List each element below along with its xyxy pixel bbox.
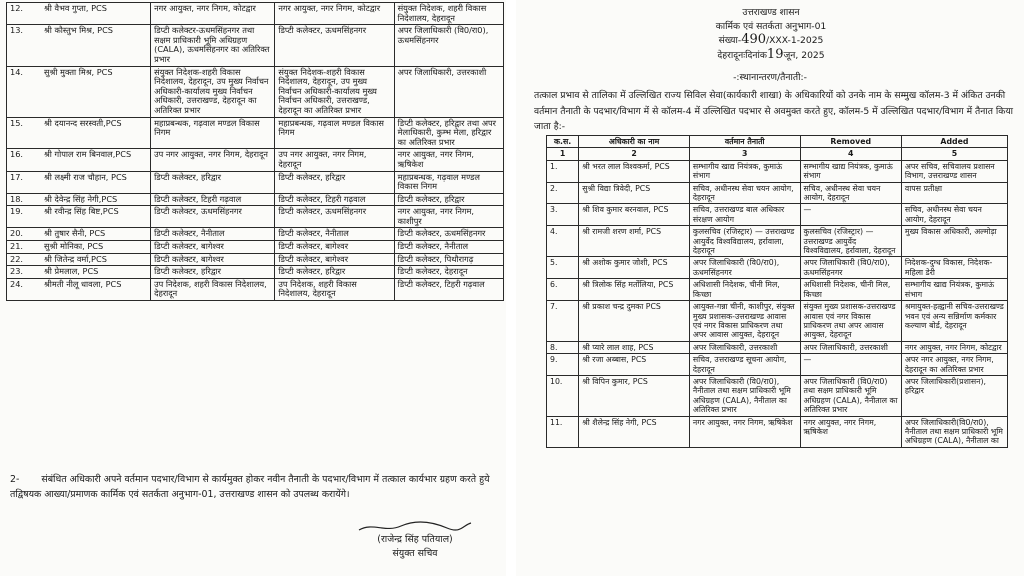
serial-number: 19.	[10, 206, 24, 217]
cell-current: डिप्टी कलेक्टर, हरिद्वार	[151, 171, 275, 193]
cell-name: श्री विपिन कुमार, PCS	[579, 375, 690, 416]
left-transfer-table	[6, 2, 504, 301]
cell-current: डिप्टी कलेक्टर, ऊधमसिंहनगर	[151, 206, 275, 228]
table-row	[547, 375, 1008, 416]
cell-added: नगर आयुक्त, नगर निगम, काशीपुर	[394, 206, 503, 228]
cell-name: श्री शैलेन्द्र सिंह नेगी, PCS	[579, 416, 690, 447]
cell-added: डिप्टी कलेक्टर, ऊधमसिंहनगर	[394, 228, 503, 241]
officer-name: श्री लक्ष्मी राज चौहान, PCS	[44, 171, 127, 182]
cell-sno: 1.	[547, 160, 579, 182]
right-table-body	[547, 160, 1008, 447]
officer-name: श्री वैभव गुप्ता, PCS	[44, 3, 107, 13]
cell-name: श्री अशोक कुमार जोशी, PCS	[579, 257, 690, 279]
serial-number: 16.	[10, 149, 24, 160]
cell-sno: 2.	[547, 182, 579, 204]
table-row	[7, 25, 504, 66]
cell-current: कुलसचिव (रजिस्ट्रार) — उत्तराखण्ड आयुर्वेद विश्वविद्यालय, हर्रावाला, देहरादून	[689, 226, 800, 257]
cell-current: अधिशासी निदेशक, चीनी मिल, किच्छा	[689, 279, 800, 301]
officer-name: श्री दयानन्द सरस्वती,PCS	[44, 117, 122, 128]
table-row	[547, 182, 1008, 204]
cell-added: सचिव, अधीनस्थ सेवा चयन आयोग, देहरादून	[901, 204, 1007, 226]
order-subject: -:स्थानान्तरण/तैनाती:-	[733, 72, 807, 83]
department-name: कार्मिक एवं सतर्कता अनुभाग-01	[715, 20, 827, 32]
page-gutter	[506, 0, 516, 576]
table-row	[7, 278, 504, 300]
table-row	[547, 160, 1008, 182]
cell-added: अपर जिलाधिकारी (वि0/रा0), ऊधमसिंहनगर	[394, 25, 503, 66]
cell-added: अपर नगर आयुक्त, नगर निगम, देहरादून का अतिरिक्त प्रभार	[901, 354, 1007, 376]
cell-name: सुश्री विद्या त्रिवेदी, PCS	[579, 182, 690, 204]
cell-officer	[7, 66, 151, 117]
cell-removed: अधिशासी निदेशक, चीनी मिल, किच्छा	[800, 279, 901, 301]
table-row	[7, 117, 504, 149]
cell-removed: डिप्टी कलेक्टर, हरिद्वार	[275, 266, 394, 279]
serial-number: 17.	[10, 171, 24, 182]
col-number-1: 1	[547, 148, 579, 160]
officer-name: श्री प्रेमलाल, PCS	[44, 266, 99, 277]
table-row	[7, 228, 504, 241]
cell-sno: 11.	[547, 416, 579, 447]
serial-number: 24.	[10, 278, 24, 289]
header-cell-added: Added	[901, 136, 1007, 148]
serial-number: 14.	[10, 66, 24, 77]
cell-removed: उप निदेशक, शहरी विकास निदेशालय, देहरादून	[275, 278, 394, 300]
cell-removed: डिप्टी कलेक्टर, बागेश्वर	[275, 241, 394, 254]
officer-name: सुश्री मुक्ता मिश्र, PCS	[44, 66, 113, 77]
cell-removed: डिप्टी कलेक्टर, नैनीताल	[275, 228, 394, 241]
signatory-name: (राजेन्द्र सिंह पतियाल)	[377, 534, 453, 545]
officer-name: श्री जितेन्द्र वर्मा,PCS	[44, 253, 107, 264]
table-row	[7, 241, 504, 254]
serial-number: 12.	[10, 3, 24, 13]
cell-current: डिप्टी कलेक्टर, नैनीताल	[151, 228, 275, 241]
table-header-row	[547, 136, 1008, 148]
table-row	[547, 416, 1008, 447]
cell-removed: संयुक्त मुख्य प्रशासक-उत्तराखण्ड आवास एवं नगर विकास प्राधिकरण तथा अपर आवास आयुक्त, देहरादून	[800, 301, 901, 342]
table-row	[7, 171, 504, 193]
cell-removed: सम्भागीय खाद्य नियंत्रक, कुमाऊं संभाग	[800, 160, 901, 182]
cell-removed: अपर जिलाधिकारी (वि0/रा0), ऊधमसिंहनगर	[800, 257, 901, 279]
cell-officer	[7, 3, 151, 25]
order-date: देहरादूनःदिनांक19जून, 2025	[717, 46, 825, 62]
table-row	[7, 193, 504, 206]
cell-removed: डिप्टी कलेक्टर, ऊधमसिंहनगर	[275, 25, 394, 66]
cell-added: डिप्टी कलेक्टर, हरिद्वार तथा अपर मेलाधिकारी, कुम्भ मेला, हरिद्वार का अतिरिक्त प्रभार	[394, 117, 503, 149]
cell-removed: —	[800, 204, 901, 226]
cell-current: महाप्रबन्धक, गढ़वाल मण्डल विकास निगम	[151, 117, 275, 149]
table-row	[7, 149, 504, 171]
cell-officer	[7, 241, 151, 254]
cell-added: डिप्टी कलेक्टर, पिथौरागढ़	[394, 253, 503, 266]
cell-current: सचिव, उत्तराखण्ड सूचना आयोग, देहरादून	[689, 354, 800, 376]
signatory-block	[330, 533, 500, 561]
officer-name: सुश्री मोनिका, PCS	[44, 241, 104, 252]
cell-officer	[7, 206, 151, 228]
cell-officer	[7, 253, 151, 266]
officer-name: श्री रवीन्द्र सिंह बिष्ट,PCS	[44, 206, 119, 217]
cell-officer	[7, 278, 151, 300]
col-number-3: 3	[689, 148, 800, 160]
table-row	[547, 301, 1008, 342]
handwritten-number: 490	[741, 32, 767, 47]
cell-removed: —	[800, 354, 901, 376]
cell-added: डिप्टी कलेक्टर, हरिद्वार	[394, 193, 503, 206]
right-table-head	[547, 136, 1008, 161]
serial-number: 18.	[10, 193, 24, 204]
serial-number: 21.	[10, 241, 24, 252]
cell-added: संयुक्त निदेशक, शहरी विकास निदेशालय, देहरादून	[394, 3, 503, 25]
table-row	[7, 3, 504, 25]
table-row	[547, 341, 1008, 353]
reference-number: संख्या-490/XXX-1-2025	[718, 32, 824, 47]
cell-name: श्री शिव कुमार बरनवाल, PCS	[579, 204, 690, 226]
right-page	[516, 0, 1024, 576]
table-row	[7, 206, 504, 228]
cell-officer	[7, 171, 151, 193]
table-row	[547, 257, 1008, 279]
paragraph-number: 2-	[10, 474, 20, 485]
cell-current: अपर जिलाधिकारी, उत्तरकाशी	[689, 341, 800, 353]
order-header	[686, 6, 856, 62]
officer-name: श्री देवेन्द्र सिंह नेगी,PCS	[44, 193, 118, 204]
handwritten-day: 19	[766, 46, 784, 62]
cell-current: सचिव, अधीनस्थ सेवा चयन आयोग, देहरादून	[689, 182, 800, 204]
cell-officer	[7, 25, 151, 66]
col-number-2: 2	[579, 148, 690, 160]
cell-name: श्री रामजी शरण शर्मा, PCS	[579, 226, 690, 257]
cell-sno: 3.	[547, 204, 579, 226]
cell-added: अपर जिलाधिकारी(वि0/रा0), नैनीताल तथा सक्षम प्राधिकारी भूमि अधिग्रहण (CALA), नैनीताल का	[901, 416, 1007, 447]
table-row	[547, 279, 1008, 301]
cell-added: डिप्टी कलेक्टर, नैनीताल	[394, 241, 503, 254]
column-number-row	[547, 148, 1008, 160]
cell-removed: डिप्टी कलेक्टर, बागेश्वर	[275, 253, 394, 266]
officer-name: श्री कौस्तुभ मिश्र, PCS	[44, 25, 114, 36]
cell-sno: 5.	[547, 257, 579, 279]
cell-current: सचिव, उत्तराखण्ड बाल अधिकार संरक्षण आयोग	[689, 204, 800, 226]
officer-name: श्री तुषार सैनी, PCS	[44, 228, 106, 239]
cell-current: डिप्टी कलेक्टर-ऊधमसिंहनगर तथा सक्षम प्राधिकारी भूमि अधिग्रहण (CALA), ऊधमसिंहनगर का अतिरिक्त प्रभार	[151, 25, 275, 66]
cell-added: नगर आयुक्त, नगर निगम, ऋषिकेश	[394, 149, 503, 171]
cell-removed: उप नगर आयुक्त, नगर निगम, देहरादून	[275, 149, 394, 171]
cell-officer	[7, 149, 151, 171]
cell-name: श्री त्रिलोक सिंह मर्तोलिया, PCS	[579, 279, 690, 301]
cell-sno: 6.	[547, 279, 579, 301]
cell-sno: 4.	[547, 226, 579, 257]
cell-added: सम्भागीय खाद्य नियंत्रक, कुमाऊं संभाग	[901, 279, 1007, 301]
cell-removed: अपर जिलाधिकारी (वि0/रा0) तथा सक्षम प्राधिकारी भूमि अधिग्रहण (CALA), नैनीताल का अतिरिक्त प्रभार	[800, 375, 901, 416]
paragraph-text: संबंधित अधिकारी अपने वर्तमान पदभार/विभाग से कार्यमुक्त होकर नवीन तैनाती के पदभार/विभाग में तत्काल कार्यभार ग्रहण करते हुये तद्विषयक आख्या/प्रमाणक कार्मिक एवं सतर्कता अनुभाग-01, उत्तराखण्ड शासन को उपलब्ध करायेंगे।	[10, 474, 490, 500]
cell-current: डिप्टी कलेक्टर, बागेश्वर	[151, 241, 275, 254]
cell-removed: डिप्टी कलेक्टर, ऊधमसिंहनगर	[275, 206, 394, 228]
cell-removed: डिप्टी कलेक्टर, हरिद्वार	[275, 171, 394, 193]
cell-officer	[7, 266, 151, 279]
col-number-4: 4	[800, 148, 901, 160]
header-cell-removed: Removed	[800, 136, 901, 148]
left-page	[0, 0, 506, 576]
cell-sno: 7.	[547, 301, 579, 342]
cell-added: मुख्य विकास अधिकारी, अल्मोड़ा	[901, 226, 1007, 257]
serial-number: 23.	[10, 266, 24, 277]
signatory-designation: संयुक्त सचिव	[392, 548, 438, 559]
serial-number: 13.	[10, 25, 24, 36]
cell-current: डिप्टी कलेक्टर, टिहरी गढ़वाल	[151, 193, 275, 206]
cell-current: अपर जिलाधिकारी (वि0/रा0), ऊधमसिंहनगर	[689, 257, 800, 279]
table-row	[7, 266, 504, 279]
col-number-5: 5	[901, 148, 1007, 160]
table-row	[547, 204, 1008, 226]
cell-current: सम्भागीय खाद्य नियंत्रक, कुमाऊं संभाग	[689, 160, 800, 182]
cell-removed: सचिव, अधीनस्थ सेवा चयन आयोग, देहरादून	[800, 182, 901, 204]
cell-name: श्री रजा अब्बास, PCS	[579, 354, 690, 376]
cell-sno: 10.	[547, 375, 579, 416]
cell-current: संयुक्त निदेशक-शहरी विकास निदेशालय, देहरादून, उप मुख्य निर्वाचन अधिकारी-कार्यालय मुख्य निर्वाचन अधिकारी, उत्तराखण्ड, देहरादून का अतिरिक्त प्रभार	[151, 66, 275, 117]
cell-officer	[7, 193, 151, 206]
cell-removed: डिप्टी कलेक्टर, टिहरी गढ़वाल	[275, 193, 394, 206]
cell-name: श्री प्रकाश चन्द्र दुमका PCS	[579, 301, 690, 342]
officer-name: श्री गोपाल राम बिनवाल,PCS	[44, 149, 132, 160]
cell-removed: नगर आयुक्त, नगर निगम, ऋषिकेश	[800, 416, 901, 447]
cell-officer	[7, 117, 151, 149]
table-row	[7, 66, 504, 117]
cell-current: अपर जिलाधिकारी (वि0/रा0), नैनीताल तथा सक्षम प्राधिकारी भूमि अधिग्रहण (CALA), नैनीताल का अतिरिक्त प्रभार	[689, 375, 800, 416]
cell-current: नगर आयुक्त, नगर निगम, ऋषिकेश	[689, 416, 800, 447]
serial-number: 20.	[10, 228, 24, 239]
cell-name: श्री प्यारे लाल शाह, PCS	[579, 341, 690, 353]
cell-sno: 9.	[547, 354, 579, 376]
cell-added: श्रमायुक्त-हल्द्वानी सचिव-उत्तराखण्ड भवन एवं अन्य सन्निर्माण कर्मकार कल्याण बोर्ड, देहरादून	[901, 301, 1007, 342]
cell-name: श्री भरत लाल विश्वकर्मा, PCS	[579, 160, 690, 182]
cell-removed: महाप्रबन्धक, गढ़वाल मण्डल विकास निगम	[275, 117, 394, 149]
paragraph-2	[10, 472, 500, 502]
cell-added: डिप्टी कलेक्टर, टिहरी गढ़वाल	[394, 278, 503, 300]
cell-added: अपर सचिव, सचिवालय प्रशासन विभाग, उत्तराखण्ड शासन	[901, 160, 1007, 182]
serial-number: 22.	[10, 253, 24, 264]
right-transfer-table	[546, 135, 1008, 448]
header-cell-name: अधिकारी का नाम	[579, 136, 690, 148]
cell-removed: संयुक्त निदेशक-शहरी विकास निदेशालय, देहरादून, उप मुख्य निर्वाचन अधिकारी-कार्यालय मुख्य निर्वाचन अधिकारी, उत्तराखण्ड, देहरादून का अतिरिक्त प्रभार	[275, 66, 394, 117]
cell-current: उप नगर आयुक्त, नगर निगम, देहरादून	[151, 149, 275, 171]
table-row	[547, 354, 1008, 376]
cell-current: उप निदेशक, शहरी विकास निदेशालय, देहरादून	[151, 278, 275, 300]
table-row	[7, 253, 504, 266]
officer-name: श्रीमती नीलू धावला, PCS	[44, 278, 122, 289]
cell-current: आयुक्त-गन्ना चीनी, काशीपुर, संयुक्त मुख्य प्रशासक-उत्तराखण्ड आवास एवं नगर विकास प्राधिकरण तथा अपर आवास आयुक्त, देहरादून	[689, 301, 800, 342]
cell-added: डिप्टी कलेक्टर, देहरादून	[394, 266, 503, 279]
cell-removed: अपर जिलाधिकारी, उत्तरकाशी	[800, 341, 901, 353]
cell-added: नगर आयुक्त, नगर निगम, कोटद्वार	[901, 341, 1007, 353]
cell-added: अपर जिलाधिकारी, उत्तरकाशी	[394, 66, 503, 117]
order-body: तत्काल प्रभाव से तालिका में उल्लिखित राज्य सिविल सेवा(कार्यकारी शाखा) के अधिकारियों को उनके नाम के सम्मुख कॉलम-3 में अंकित उनकी वर्तमान तैनाती के पदभार/विभाग में से कॉलम-4 में उल्लिखित पदभार से अवमुक्त करते हुए, कॉलम-5 में उल्लिखित पदभार/विभाग में तैनात किया जाता है:-	[534, 90, 1014, 132]
cell-current: नगर आयुक्त, नगर निगम, कोटद्वार	[151, 3, 275, 25]
cell-added: वापस प्रतीक्षा	[901, 182, 1007, 204]
header-cell-sno: क.स.	[547, 136, 579, 148]
left-table-body	[7, 3, 504, 301]
header-cell-current: वर्तमान तैनाती	[689, 136, 800, 148]
cell-officer	[7, 228, 151, 241]
table-row	[547, 226, 1008, 257]
cell-added: अपर जिलाधिकारी(प्रशासन), हरिद्वार	[901, 375, 1007, 416]
cell-sno: 8.	[547, 341, 579, 353]
cell-added: निदेशक-दुग्ध विकास, निदेशक-महिला डेरी	[901, 257, 1007, 279]
cell-added: महाप्रबन्धक, गढ़वाल मण्डल विकास निगम	[394, 171, 503, 193]
cell-removed: कुलसचिव (रजिस्ट्रार) — उत्तराखण्ड आयुर्वेद विश्वविद्यालय, हर्रावाला, देहरादून	[800, 226, 901, 257]
serial-number: 15.	[10, 117, 24, 128]
cell-current: डिप्टी कलेक्टर, हरिद्वार	[151, 266, 275, 279]
government-name: उत्तराखण्ड शासन	[742, 7, 800, 18]
cell-current: डिप्टी कलेक्टर, बागेश्वर	[151, 253, 275, 266]
cell-removed: नगर आयुक्त, नगर निगम, कोटद्वार	[275, 3, 394, 25]
